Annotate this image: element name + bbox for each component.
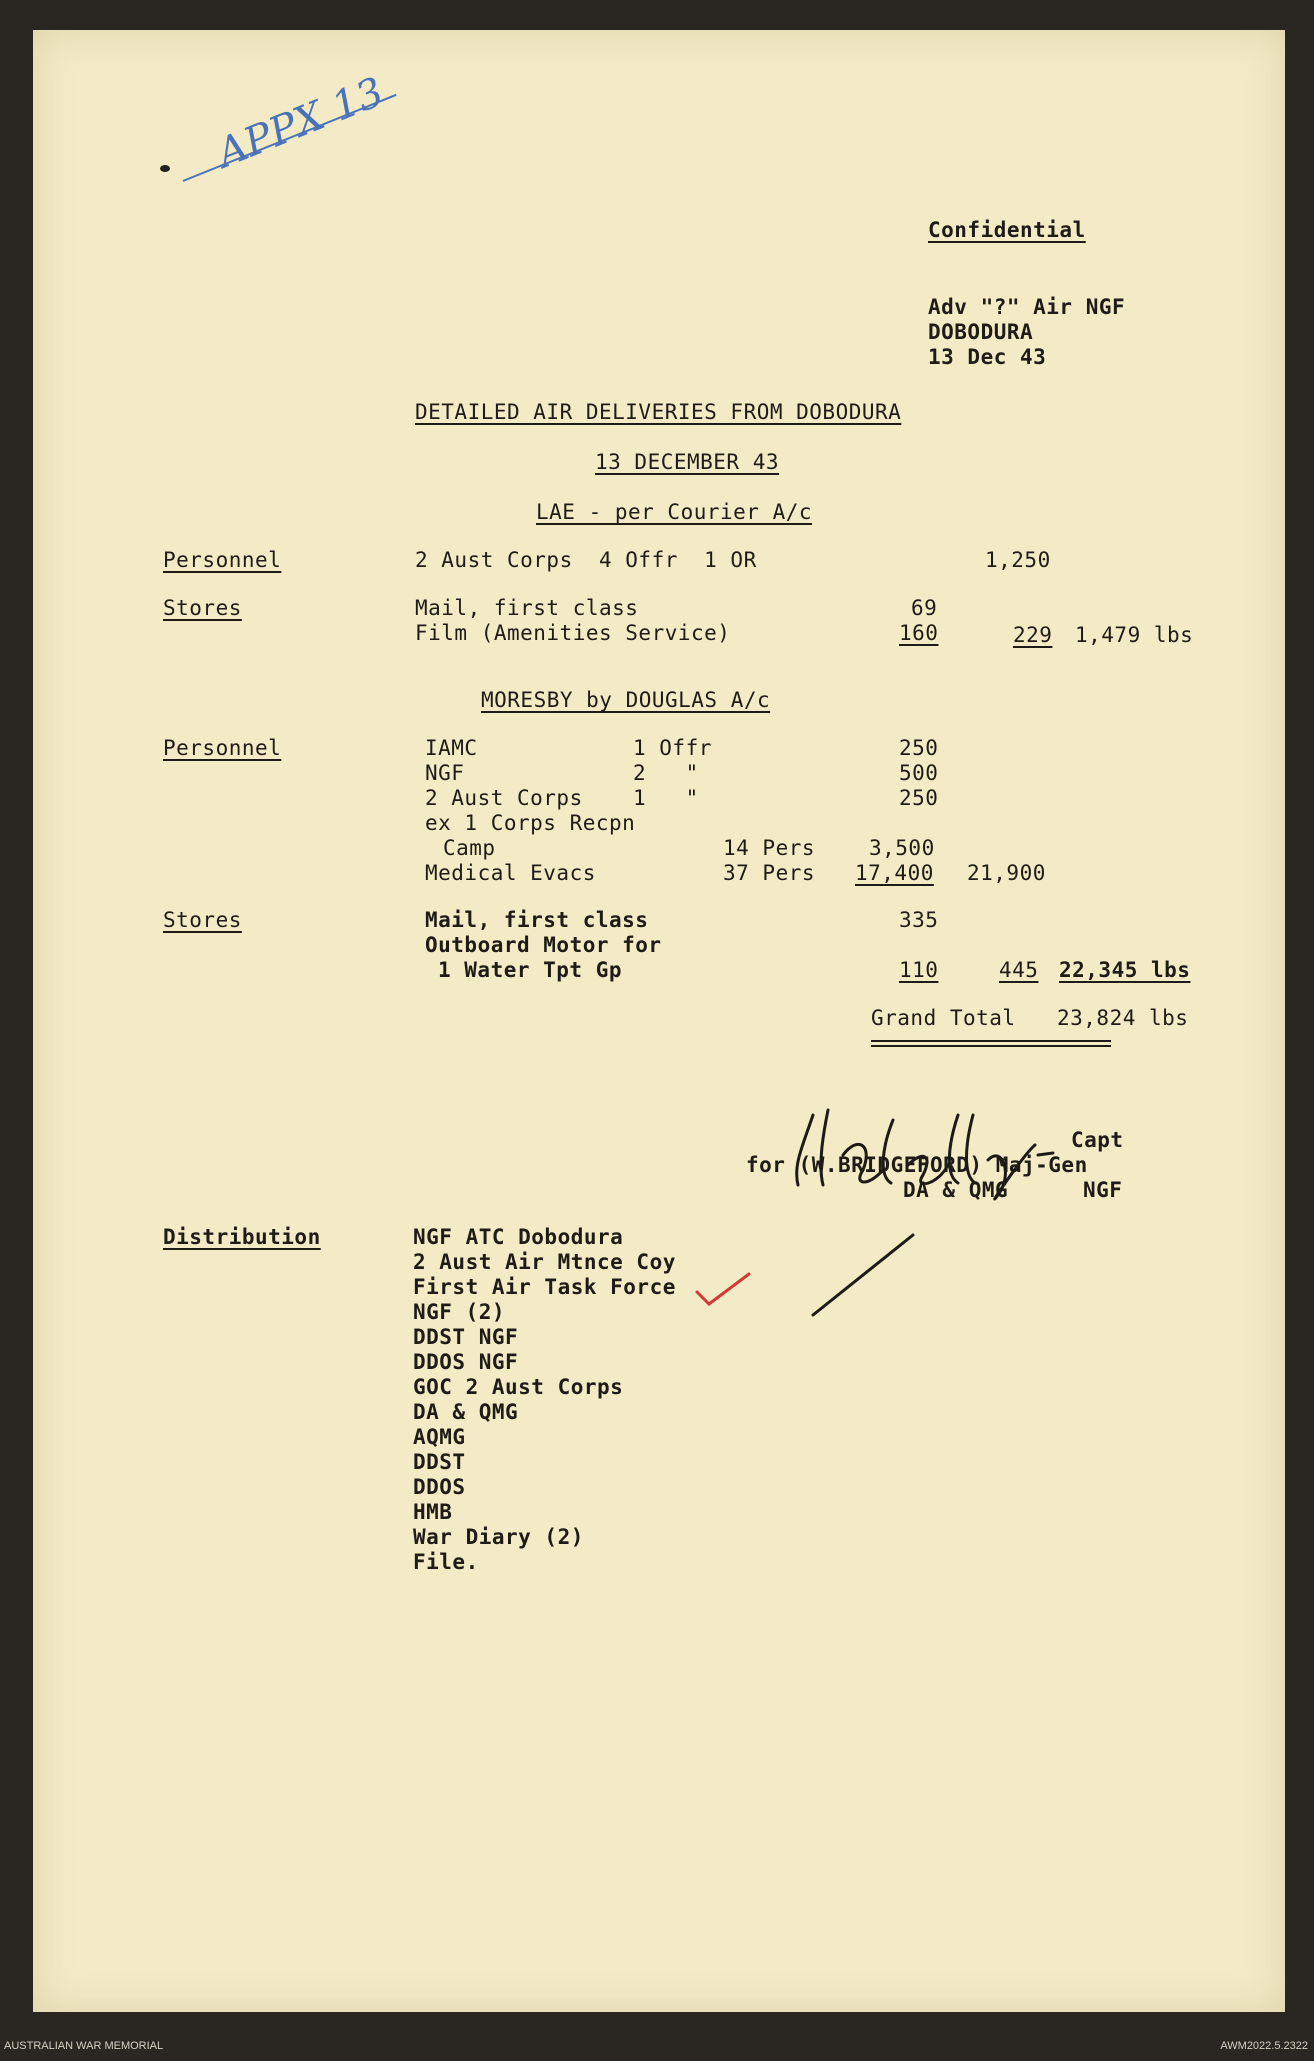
moresby-count: 2 " <box>633 761 699 785</box>
moresby-unit: IAMC <box>425 736 478 760</box>
signature-for-line: for (W.BRIDGEFORD) Maj-Gen <box>746 1153 1088 1177</box>
signature-rank: Capt <box>1071 1128 1124 1152</box>
lae-heading: LAE - per Courier A/c <box>536 500 813 524</box>
lae-stores-total: 229 <box>1013 623 1053 647</box>
grand-total-value: 23,824 lbs <box>1057 1006 1189 1030</box>
lae-mail: Mail, first class <box>415 596 639 620</box>
header-from: Adv "?" Air NGF <box>928 295 1126 319</box>
moresby-unit: NGF <box>425 761 465 785</box>
distribution-item: DDST <box>413 1450 466 1474</box>
moresby-personnel-label: Personnel <box>163 736 282 760</box>
document-title: DETAILED AIR DELIVERIES FROM DOBODURA <box>415 400 902 424</box>
distribution-item: File. <box>413 1550 479 1574</box>
moresby-unit: 2 Aust Corps <box>425 786 583 810</box>
distribution-item: War Diary (2) <box>413 1525 584 1549</box>
distribution-label: Distribution <box>163 1225 321 1249</box>
moresby-count: 1 Offr <box>633 736 712 760</box>
document-subtitle: 13 DECEMBER 43 <box>595 450 780 474</box>
moresby-count: 1 " <box>633 786 699 810</box>
moresby-outboard-unit: 1 Water Tpt Gp <box>438 958 623 982</box>
grand-total-rule-double <box>871 1045 1111 1047</box>
moresby-outboard: Outboard Motor for <box>425 933 662 957</box>
distribution-item: DDOS NGF <box>413 1350 519 1374</box>
moresby-ex-line: ex 1 Corps Recpn <box>425 811 636 835</box>
distribution-item: NGF (2) <box>413 1300 506 1324</box>
moresby-mail-weight: 335 <box>899 908 939 932</box>
handwritten-signature <box>773 1075 1103 1335</box>
moresby-heading: MORESBY by DOUGLAS A/c <box>481 688 771 712</box>
moresby-mail: Mail, first class <box>425 908 649 932</box>
signature-unit: NGF <box>1083 1178 1123 1202</box>
grand-total-rule <box>871 1040 1111 1042</box>
moresby-total: 22,345 lbs <box>1059 958 1191 982</box>
lae-personnel-label: Personnel <box>163 548 282 572</box>
distribution-item: DDOS <box>413 1475 466 1499</box>
distribution-item: 2 Aust Air Mtnce Coy <box>413 1250 676 1274</box>
distribution-item: HMB <box>413 1500 453 1524</box>
lae-film: Film (Amenities Service) <box>415 621 731 645</box>
grand-total-label: Grand Total <box>871 1006 1016 1030</box>
distribution-item: NGF ATC Dobodura <box>413 1225 624 1249</box>
lae-film-weight: 160 <box>899 621 939 645</box>
moresby-stores-label: Stores <box>163 908 242 932</box>
moresby-weight: 500 <box>899 761 939 785</box>
distribution-item: DDST NGF <box>413 1325 519 1349</box>
footer-right: AWM2022.5.2322 <box>1220 2040 1308 2052</box>
lae-personnel-desc: 2 Aust Corps 4 Offr 1 OR <box>415 548 757 572</box>
moresby-weight: 250 <box>899 736 939 760</box>
moresby-camp: Camp <box>443 836 496 860</box>
red-check-mark <box>693 1270 753 1310</box>
moresby-medical-pers: 37 Pers <box>723 861 816 885</box>
header-place: DOBODURA <box>928 320 1034 344</box>
moresby-stores-total: 445 <box>999 958 1039 982</box>
appx-annotation: APPX 13 <box>210 68 391 178</box>
distribution-item: AQMG <box>413 1425 466 1449</box>
moresby-outboard-weight: 110 <box>899 958 939 982</box>
moresby-weight: 250 <box>899 786 939 810</box>
header-date: 13 Dec 43 <box>928 345 1047 369</box>
ink-blot <box>160 165 170 172</box>
distribution-item: DA & QMG <box>413 1400 519 1424</box>
lae-personnel-weight: 1,250 <box>985 548 1051 572</box>
document-page <box>33 30 1285 2012</box>
moresby-camp-pers: 14 Pers <box>723 836 816 860</box>
moresby-camp-weight: 3,500 <box>869 836 935 860</box>
confidential-mark: Confidential <box>928 218 1086 242</box>
lae-mail-weight: 69 <box>911 596 938 620</box>
moresby-medical-weight: 17,400 <box>855 861 934 885</box>
footer-left: AUSTRALIAN WAR MEMORIAL <box>4 2040 164 2052</box>
moresby-medical: Medical Evacs <box>425 861 596 885</box>
signature-appointment: DA & QMG <box>903 1178 1009 1202</box>
lae-stores-label: Stores <box>163 596 242 620</box>
distribution-item: First Air Task Force <box>413 1275 676 1299</box>
moresby-personnel-total: 21,900 <box>967 861 1046 885</box>
lae-total: 1,479 lbs <box>1075 623 1194 647</box>
distribution-item: GOC 2 Aust Corps <box>413 1375 624 1399</box>
